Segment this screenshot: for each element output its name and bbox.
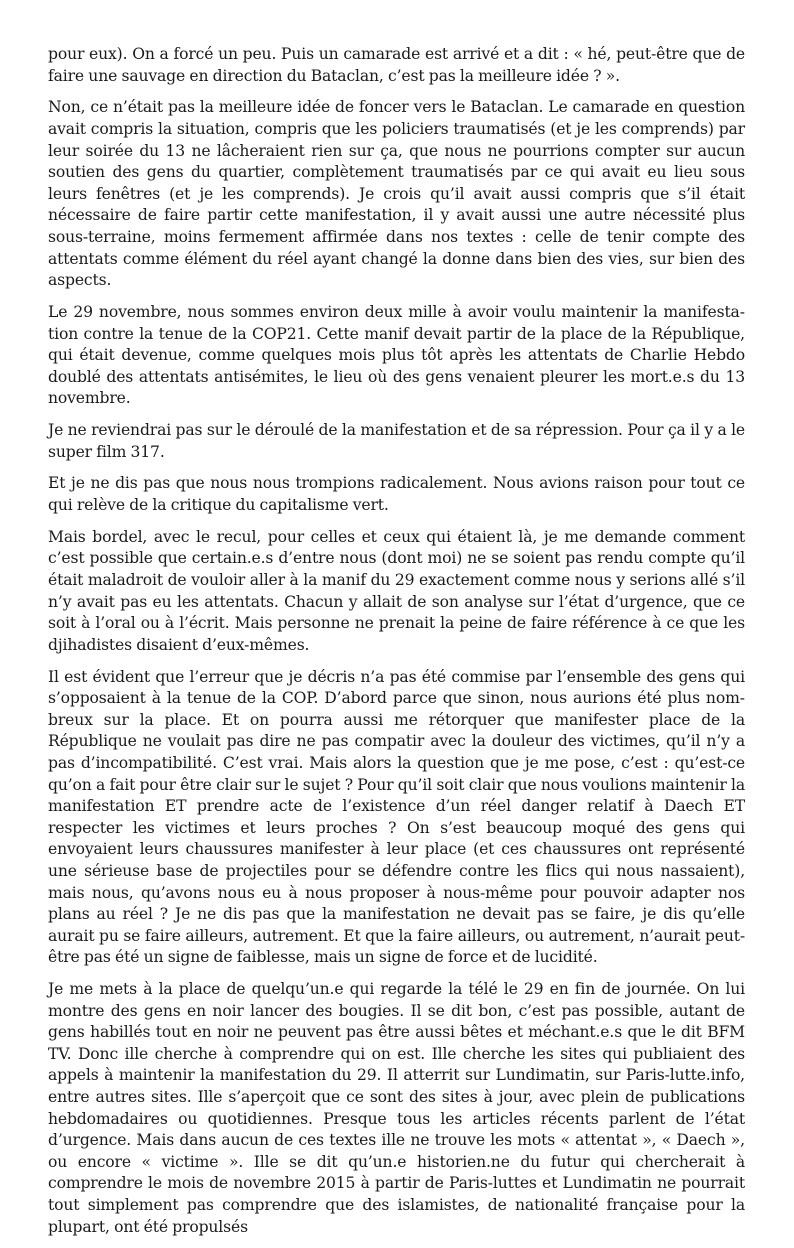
paragraph: pour eux). On a forcé un peu. Puis un camarade est arrivé et a dit : « hé, peut-être que de faire une sauvage en direction du Bataclan, c’est pas la meilleure idée ? ». [48, 45, 745, 85]
paragraph: Et je ne dis pas que nous nous trompions radicalement. Nous avions raison pour tout ce qui relève de la critique du capitalisme vert. [48, 474, 745, 515]
paragraph: Il est évident que l’erreur que je décris n’a pas été commise par l’ensemble des gens qui s’opposaient à la tenue de la COP. D’abord parce que sinon, nous aurions été plus nombreux sur la place. Et on pourra aussi me rétorquer que manifester place de la République ne voulait pas dire ne pas compatir avec la douleur des victimes, qu’il n’y a pas d’incompatibilité. C’est vrai. Mais alors la question que je me pose, c’est : qu’est-ce qu’on a fait pour être clair sur le sujet ? Pour qu’il soit clair que nous voulions maintenir la manifestation ET prendre acte de l’existence d’un réel danger relatif à Daech ET respecter les victimes et leurs proches ? On s’est beaucoup moqué des gens qui envoyaient leurs chaussures manifester à leur place (et ces chaussures ont représenté une sérieuse base de projectiles pour se défendre contre les flics qui nous nassaient), mais nous, qu’avons nous eu à nous proposer à nous-même pour pouvoir adapter nos plans au réel ? Je ne dis pas que la manifestation ne devait pas se faire, je dis qu’elle aurait pu se faire ailleurs, autrement. Et que la faire ailleurs, ou autrement, n’aurait peut-être pas été un signe de faiblesse, mais un signe de force et de lucidité. [48, 667, 745, 967]
paragraph: Non, ce n’était pas la meilleure idée de foncer vers le Bataclan. Le camarade en question avait compris la situation, compris que les policiers traumatisés (et je les comprends) par leur soirée du 13 ne lâcheraient rien sur ça, que nous ne pourrions compter sur aucun soutien des gens du quartier, complètement traumatisés par ce qui avait eu lieu sous leurs fenêtres (et je les comprends). Je crois qu’il avait aussi compris que s’il était nécessaire de faire partir cette manifestation, il y avait aussi une autre nécessité plus sous-terraine, moins fermement affirmée dans nos textes : celle de tenir compte des attentats comme élément du réel ayant changé la donne dans bien des vies, sur bien des aspects. [48, 98, 745, 290]
paragraph: Le 29 novembre, nous sommes environ deux mille à avoir voulu maintenir la manifestation contre la tenue de la COP21. Cette manif devait partir de la place de la République, qui était devenue, comme quelques mois plus tôt après les attentats de Charlie Hebdo doublé des attentats antisémites, le lieu où des gens venaient pleurer les mort.e.s du 13 novembre. [48, 302, 745, 408]
page-body [48, 44, 745, 1248]
paragraph: Je me mets à la place de quelqu’un.e qui regarde la télé le 29 en fin de journée. On lui montre des gens en noir lancer des bougies. Il se dit bon, c’est pas possible, autant de gens habillés tout en noir ne peuvent pas être aussi bêtes et méchant.e.s que le dit BFM TV. Donc ille cherche à comprendre qui on est. Ille cherche les sites qui publiaient des appels à maintenir la manifestation du 29. Il atterrit sur Lundimatin, sur Paris-lutte.info, entre autres sites. Ille s’aperçoit que ce sont des sites à jour, avec plein de publications hebdomadaires ou quotidiennes. Presque tous les articles récents parlent de l’état d’urgence. Mais dans aucun de ces textes ille ne trouve les mots « attentat », « Daech », ou encore « victime ». Ille se dit qu’un.e historien.ne du futur qui chercherait à comprendre le mois de novembre 2015 à partir de Paris-luttes et Lundimatin ne pourrait tout simplement pas comprendre que des islamistes, de nationalité française pour la plupart, ont été propulsés [48, 980, 745, 1236]
paragraph: Je ne reviendrai pas sur le déroulé de la manifestation et de sa répression. Pour ça il y a le super film 317. [48, 421, 745, 461]
paragraph: Mais bordel, avec le recul, pour celles et ceux qui étaient là, je me demande comment c’est possible que certain.e.s d’entre nous (dont moi) ne se soient pas rendu compte qu’il était maladroit de vouloir aller à la manif du 29 exactement comme nous y serions allé s’il n’y avait pas eu les attentats. Chacun y allait de son analyse sur l’état d’urgence, que ce soit à l’oral ou à l’écrit. Mais personne ne prenait la peine de faire référence à ce que les djihadistes disaient d’eux-mêmes. [48, 527, 745, 654]
